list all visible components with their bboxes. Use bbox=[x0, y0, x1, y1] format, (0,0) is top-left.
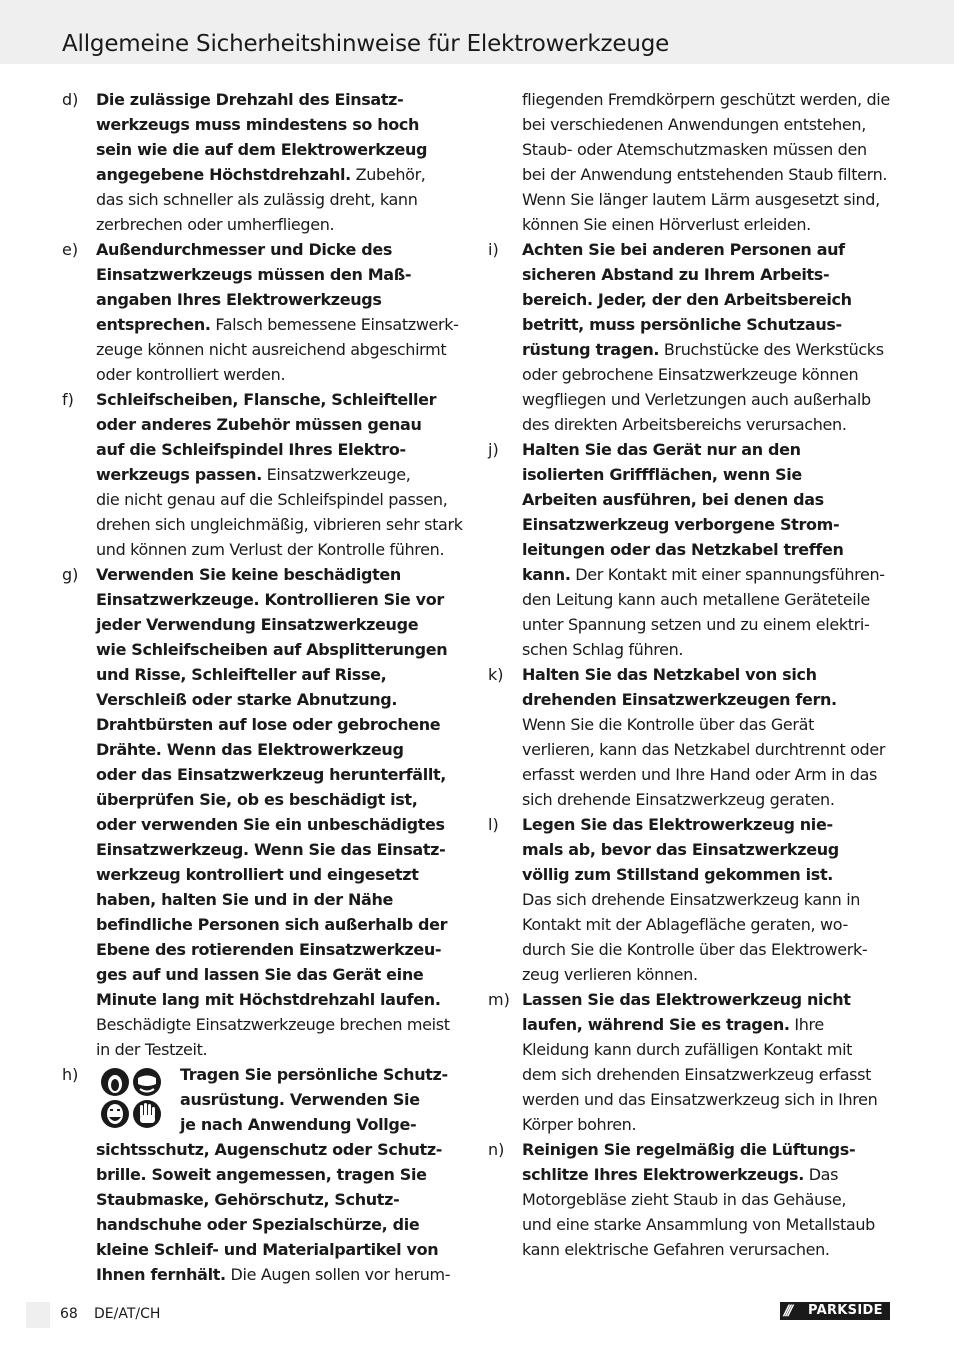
bold-text: Halten Sie das Gerät nur an den bbox=[522, 440, 801, 459]
text-line bbox=[96, 237, 466, 262]
item-letter: m) bbox=[488, 990, 510, 1009]
text-line bbox=[522, 487, 892, 512]
text-line bbox=[522, 1162, 892, 1187]
text-line bbox=[522, 287, 892, 312]
regular-text: Die Augen sollen vor herum- bbox=[225, 1265, 451, 1284]
bold-text: Ebene des rotierenden Einsatzwerkzeu- bbox=[96, 940, 442, 959]
text-line bbox=[522, 537, 892, 562]
regular-text: verlieren, kann das Netzkabel durchtrennt oder bbox=[522, 740, 886, 759]
text-line bbox=[522, 112, 892, 137]
bold-text: Staubmaske, Gehörschutz, Schutz- bbox=[96, 1190, 400, 1209]
bold-text: angaben Ihres Elektrowerkzeugs bbox=[96, 290, 382, 309]
bold-text: auf die Schleifspindel Ihres Elektro- bbox=[96, 440, 406, 459]
regular-text: erfasst werden und Ihre Hand oder Arm in das bbox=[522, 765, 878, 784]
text-line bbox=[522, 1087, 892, 1112]
bold-text: überprüfen Sie, ob es beschädigt ist, bbox=[96, 790, 418, 809]
text-line bbox=[522, 187, 892, 212]
bold-text: Außendurchmesser und Dicke des bbox=[96, 240, 393, 259]
bold-text: werkzeugs passen. bbox=[96, 465, 262, 484]
bold-text: ausrüstung. Verwenden Sie bbox=[180, 1090, 420, 1109]
text-line bbox=[522, 912, 892, 937]
text-line bbox=[522, 712, 892, 737]
text-line bbox=[522, 1212, 892, 1237]
regular-text: Wenn Sie die Kontrolle über das Gerät bbox=[522, 715, 815, 734]
text-line bbox=[96, 812, 466, 837]
regular-text: und können zum Verlust der Kontrolle führen. bbox=[96, 540, 445, 559]
bold-text: bereich. Jeder, der den Arbeitsbereich bbox=[522, 290, 852, 309]
bold-text: kleine Schleif- und Materialpartikel von bbox=[96, 1240, 439, 1259]
left-column bbox=[62, 87, 466, 1287]
bold-text: Ihnen fernhält. bbox=[96, 1265, 226, 1284]
text-line bbox=[522, 237, 892, 262]
text-line bbox=[522, 1037, 892, 1062]
bold-text: rüstung tragen. bbox=[522, 340, 660, 359]
regular-text: oder gebrochene Einsatzwerkzeuge können bbox=[522, 365, 859, 384]
text-line bbox=[96, 262, 466, 287]
regular-text: werden und das Einsatzwerkzeug sich in Ihren bbox=[522, 1090, 878, 1109]
text-line bbox=[96, 862, 466, 887]
bold-text: Achten Sie bei anderen Personen auf bbox=[522, 240, 845, 259]
safety-item-i bbox=[488, 237, 892, 437]
logo-slashes: /// bbox=[784, 1303, 791, 1319]
bold-text: und Risse, Schleifteller auf Risse, bbox=[96, 665, 387, 684]
safety-item-g bbox=[62, 562, 466, 1062]
text-line bbox=[96, 212, 466, 237]
regular-text: dem sich drehenden Einsatzwerkzeug erfasst bbox=[522, 1065, 872, 1084]
regular-text: des direkten Arbeitsbereichs verursachen. bbox=[522, 415, 847, 434]
page-header bbox=[0, 0, 954, 64]
safety-item-e bbox=[62, 237, 466, 387]
text-line bbox=[522, 862, 892, 887]
safety-item-j bbox=[488, 437, 892, 662]
bold-text: haben, halten Sie und in der Nähe bbox=[96, 890, 393, 909]
text-line bbox=[96, 87, 466, 112]
item-letter: i) bbox=[488, 240, 499, 259]
item-letter: n) bbox=[488, 1140, 505, 1159]
text-line bbox=[96, 537, 466, 562]
text-line bbox=[96, 837, 466, 862]
item-letter: k) bbox=[488, 665, 504, 684]
regular-text: wegfliegen und Verletzungen auch außerhalb bbox=[522, 390, 871, 409]
bold-text: ges auf und lassen Sie das Gerät eine bbox=[96, 965, 424, 984]
text-line bbox=[522, 687, 892, 712]
regular-text: unter Spannung setzen und zu einem elektri- bbox=[522, 615, 870, 634]
bold-text: mals ab, bevor das Einsatzwerkzeug bbox=[522, 840, 839, 859]
bold-text: Tragen Sie persönliche Schutz- bbox=[180, 1065, 448, 1084]
text-line bbox=[522, 387, 892, 412]
regular-text: zeug verlieren können. bbox=[522, 965, 698, 984]
bold-text: völlig zum Stillstand gekommen ist. bbox=[522, 865, 834, 884]
regular-text: Motorgebläse zieht Staub in das Gehäuse, bbox=[522, 1190, 847, 1209]
safety-item-h bbox=[62, 1062, 466, 1287]
footer-page-tab bbox=[26, 1302, 50, 1328]
bold-text: betritt, muss persönliche Schutzaus- bbox=[522, 315, 842, 334]
regular-text: in der Testzeit. bbox=[96, 1040, 208, 1059]
logo-text: PARKSIDE bbox=[808, 1303, 883, 1318]
bold-text: drehenden Einsatzwerkzeugen fern. bbox=[522, 690, 837, 709]
text-line bbox=[522, 612, 892, 637]
text-line bbox=[522, 462, 892, 487]
text-line bbox=[96, 737, 466, 762]
region-code: DE/AT/CH bbox=[94, 1306, 161, 1322]
dust-mask-icon bbox=[101, 1100, 129, 1128]
text-line bbox=[96, 587, 466, 612]
text-line bbox=[96, 1237, 466, 1262]
bold-text: handschuhe oder Spezialschürze, die bbox=[96, 1215, 420, 1234]
bold-text: sichtsschutz, Augenschutz oder Schutz- bbox=[96, 1140, 443, 1159]
text-line bbox=[96, 312, 466, 337]
regular-text: Das bbox=[803, 1165, 839, 1184]
text-line bbox=[96, 937, 466, 962]
text-line bbox=[96, 187, 466, 212]
page-title: Allgemeine Sicherheitshinweise für Elektrowerkzeuge bbox=[62, 31, 670, 57]
bold-text: Legen Sie das Elektrowerkzeug nie- bbox=[522, 815, 833, 834]
regular-text: durch Sie die Kontrolle über das Elektrowerk- bbox=[522, 940, 868, 959]
text-line bbox=[96, 1162, 466, 1187]
regular-text: Kontakt mit der Ablagefläche geraten, wo- bbox=[522, 915, 848, 934]
regular-text: Staub- oder Atemschutzmasken müssen den bbox=[522, 140, 867, 159]
text-line bbox=[522, 587, 892, 612]
bold-text: laufen, während Sie es tragen. bbox=[522, 1015, 790, 1034]
text-line bbox=[522, 437, 892, 462]
regular-text: Das sich drehende Einsatzwerkzeug kann in bbox=[522, 890, 861, 909]
bold-text: leitungen oder das Netzkabel treffen bbox=[522, 540, 844, 559]
bold-text: Verwenden Sie keine beschädigten bbox=[96, 565, 401, 584]
regular-text: bei verschiedenen Anwendungen entstehen, bbox=[522, 115, 866, 134]
safety-item-l bbox=[488, 812, 892, 987]
text-line bbox=[96, 112, 466, 137]
bold-text: oder das Einsatzwerkzeug herunterfällt, bbox=[96, 765, 447, 784]
bold-text: oder anderes Zubehör müssen genau bbox=[96, 415, 422, 434]
bold-text: Drahtbürsten auf lose oder gebrochene bbox=[96, 715, 441, 734]
regular-text: Bruchstücke des Werkstücks bbox=[659, 340, 884, 359]
item-letter: g) bbox=[62, 565, 79, 584]
bold-text: sicheren Abstand zu Ihrem Arbeits- bbox=[522, 265, 830, 284]
bold-text: Einsatzwerkzeuge. Kontrollieren Sie vor bbox=[96, 590, 444, 609]
regular-text: Beschädigte Einsatzwerkzeuge brechen meist bbox=[96, 1015, 450, 1034]
bold-text: Einsatzwerkzeug verborgene Strom- bbox=[522, 515, 840, 534]
text-line bbox=[522, 262, 892, 287]
text-line bbox=[522, 162, 892, 187]
safety-item-n bbox=[488, 1137, 892, 1262]
regular-text: Zubehör, bbox=[350, 165, 426, 184]
text-line bbox=[96, 562, 466, 587]
regular-text: kann elektrische Gefahren verursachen. bbox=[522, 1240, 830, 1259]
text-line bbox=[96, 287, 466, 312]
text-line bbox=[522, 562, 892, 587]
bold-text: sein wie die auf dem Elektrowerkzeug bbox=[96, 140, 428, 159]
bold-text: Arbeiten ausführen, bei denen das bbox=[522, 490, 824, 509]
bold-text: angegebene Höchstdrehzahl. bbox=[96, 165, 351, 184]
text-line bbox=[522, 212, 892, 237]
regular-text: Einsatzwerkzeuge, bbox=[261, 465, 411, 484]
text-line bbox=[522, 1012, 892, 1037]
text-line bbox=[96, 962, 466, 987]
item-letter: f) bbox=[62, 390, 74, 409]
right-column bbox=[488, 87, 892, 1262]
text-line bbox=[96, 162, 466, 187]
text-line bbox=[522, 87, 892, 112]
bold-text: Einsatzwerkzeugs müssen den Maß- bbox=[96, 265, 412, 284]
bold-text: je nach Anwendung Vollge- bbox=[180, 1115, 417, 1134]
text-line bbox=[522, 837, 892, 862]
text-line bbox=[96, 487, 466, 512]
bold-text: Schleifscheiben, Flansche, Schleifteller bbox=[96, 390, 437, 409]
bold-text: Einsatzwerkzeug. Wenn Sie das Einsatz- bbox=[96, 840, 446, 859]
bold-text: Verschleiß oder starke Abnutzung. bbox=[96, 690, 398, 709]
bold-text: Reinigen Sie regelmäßig die Lüftungs- bbox=[522, 1140, 856, 1159]
regular-text: und eine starke Ansammlung von Metallstaub bbox=[522, 1215, 875, 1234]
regular-text: den Leitung kann auch metallene Geräteteile bbox=[522, 590, 870, 609]
regular-text: Der Kontakt mit einer spannungsführen- bbox=[570, 565, 885, 584]
text-line bbox=[96, 462, 466, 487]
text-line bbox=[96, 337, 466, 362]
text-line bbox=[96, 137, 466, 162]
eye-protection-icon bbox=[133, 1068, 161, 1096]
parkside-logo bbox=[780, 1302, 890, 1320]
safety-item-d bbox=[62, 87, 466, 237]
text-line bbox=[522, 512, 892, 537]
regular-text: das sich schneller als zulässig dreht, kann bbox=[96, 190, 418, 209]
text-line bbox=[96, 1187, 466, 1212]
bold-text: Die zulässige Drehzahl des Einsatz- bbox=[96, 90, 404, 109]
text-line bbox=[522, 637, 892, 662]
text-line bbox=[522, 312, 892, 337]
text-line bbox=[96, 1012, 466, 1037]
text-line bbox=[522, 887, 892, 912]
text-line bbox=[96, 637, 466, 662]
regular-text: drehen sich ungleichmäßig, vibrieren sehr stark bbox=[96, 515, 463, 534]
text-line bbox=[522, 787, 892, 812]
text-line bbox=[96, 1137, 466, 1162]
text-line bbox=[96, 712, 466, 737]
bold-text: oder verwenden Sie ein unbeschädigtes bbox=[96, 815, 445, 834]
regular-text: Wenn Sie länger lautem Lärm ausgesetzt sind, bbox=[522, 190, 880, 209]
regular-text: die nicht genau auf die Schleifspindel passen, bbox=[96, 490, 448, 509]
text-line bbox=[96, 687, 466, 712]
text-line bbox=[522, 362, 892, 387]
text-line bbox=[522, 937, 892, 962]
item-letter: h) bbox=[62, 1065, 79, 1084]
text-line bbox=[522, 737, 892, 762]
text-line bbox=[96, 1037, 466, 1062]
safety-item-continued bbox=[488, 87, 892, 237]
regular-text: bei der Anwendung entstehenden Staub filtern. bbox=[522, 165, 888, 184]
regular-text: fliegenden Fremdkörpern geschützt werden, die bbox=[522, 90, 890, 109]
item-letter: d) bbox=[62, 90, 79, 109]
text-line bbox=[522, 337, 892, 362]
safety-item-k bbox=[488, 662, 892, 812]
regular-text: Falsch bemessene Einsatzwerk- bbox=[210, 315, 459, 334]
text-line bbox=[96, 762, 466, 787]
bold-text: schlitze Ihres Elektrowerkzeugs. bbox=[522, 1165, 804, 1184]
text-line bbox=[96, 987, 466, 1012]
text-line bbox=[96, 1262, 466, 1287]
regular-text: zerbrechen oder umherfliegen. bbox=[96, 215, 335, 234]
bold-text: brille. Soweit angemessen, tragen Sie bbox=[96, 1165, 427, 1184]
bold-text: werkzeug kontrolliert und eingesetzt bbox=[96, 865, 419, 884]
text-line bbox=[522, 412, 892, 437]
text-line bbox=[522, 137, 892, 162]
bold-text: wie Schleifscheiben auf Absplitterungen bbox=[96, 640, 448, 659]
text-line bbox=[96, 437, 466, 462]
text-line bbox=[522, 987, 892, 1012]
regular-text: zeuge können nicht ausreichend abgeschirmt bbox=[96, 340, 447, 359]
safety-item-f bbox=[62, 387, 466, 562]
bold-text: kann. bbox=[522, 565, 571, 584]
text-line bbox=[522, 662, 892, 687]
item-letter: j) bbox=[488, 440, 499, 459]
face-shield-icon bbox=[101, 1068, 129, 1096]
regular-text: können Sie einen Hörverlust erleiden. bbox=[522, 215, 811, 234]
bold-text: Minute lang mit Höchstdrehzahl laufen. bbox=[96, 990, 441, 1009]
text-line bbox=[96, 662, 466, 687]
text-line bbox=[522, 1187, 892, 1212]
text-line bbox=[522, 1137, 892, 1162]
text-line bbox=[96, 612, 466, 637]
regular-text: schen Schlag führen. bbox=[522, 640, 684, 659]
text-line bbox=[96, 887, 466, 912]
item-letter: e) bbox=[62, 240, 79, 259]
bold-text: isolierten Griffflächen, wenn Sie bbox=[522, 465, 802, 484]
text-line bbox=[96, 362, 466, 387]
text-line bbox=[522, 762, 892, 787]
bold-text: werkzeugs muss mindestens so hoch bbox=[96, 115, 420, 134]
text-line bbox=[522, 1062, 892, 1087]
safety-item-m bbox=[488, 987, 892, 1137]
bold-text: entsprechen. bbox=[96, 315, 211, 334]
bold-text: Lassen Sie das Elektrowerkzeug nicht bbox=[522, 990, 851, 1009]
bold-text: Halten Sie das Netzkabel von sich bbox=[522, 665, 817, 684]
gloves-icon bbox=[133, 1100, 161, 1128]
regular-text: Körper bohren. bbox=[522, 1115, 637, 1134]
text-line bbox=[522, 962, 892, 987]
text-line bbox=[96, 1212, 466, 1237]
item-letter: l) bbox=[488, 815, 499, 834]
text-line bbox=[96, 912, 466, 937]
text-line bbox=[96, 787, 466, 812]
regular-text: sich drehende Einsatzwerkzeug geraten. bbox=[522, 790, 835, 809]
regular-text: Ihre bbox=[789, 1015, 824, 1034]
text-line bbox=[96, 512, 466, 537]
text-line bbox=[96, 412, 466, 437]
bold-text: befindliche Personen sich außerhalb der bbox=[96, 915, 448, 934]
page-number: 68 bbox=[60, 1306, 78, 1322]
bold-text: Drähte. Wenn das Elektrowerkzeug bbox=[96, 740, 404, 759]
text-line bbox=[522, 1112, 892, 1137]
regular-text: Kleidung kann durch zufälligen Kontakt mit bbox=[522, 1040, 853, 1059]
bold-text: jeder Verwendung Einsatzwerkzeuge bbox=[96, 615, 419, 634]
text-line bbox=[522, 812, 892, 837]
text-line bbox=[522, 1237, 892, 1262]
regular-text: oder kontrolliert werden. bbox=[96, 365, 286, 384]
text-line bbox=[96, 387, 466, 412]
ppe-icon-grid bbox=[100, 1067, 162, 1129]
